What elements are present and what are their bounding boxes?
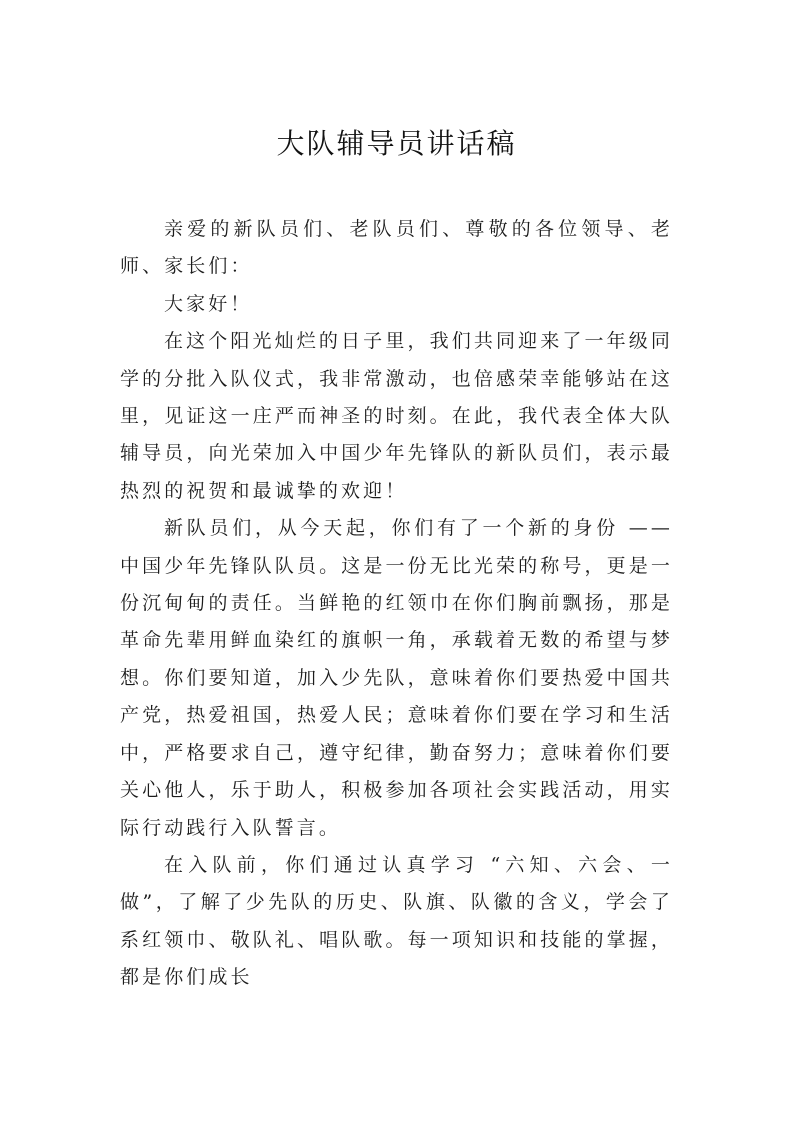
paragraph-welcome: 在这个阳光灿烂的日子里，我们共同迎来了一年级同学的分批入队仪式，我非常激动，也倍感荣幸能够站在这里，见证这一庄严而神圣的时刻。在此，我代表全体大队辅导员，向光荣加入中国少年先锋队的新队员们，表示最热烈的祝贺和最诚挚的欢迎！ xyxy=(120,330,673,502)
paragraph-hello: 大家好！ xyxy=(164,292,253,315)
paragraph-new-identity: 新队员们，从今天起，你们有了一个新的身份 —— 中国少年先锋队队员。这是一份无比光荣的称号，更是一份沉甸甸的责任。当鲜艳的红领巾在你们胸前飘扬，那是革命先辈用鲜血染红的旗帜一角，承载着无数的希望与梦想。你们要知道，加入少先队，意味着你们要热爱中国共产党，热爱祖国，热爱人民；意味着你们要在学习和生活中，严格要求自己，遵守纪律，勤奋努力；意味着你们要关心他人，乐于助人，积极参加各项社会实践活动，用实际行动践行入队誓言。 xyxy=(120,517,673,839)
document-body xyxy=(120,211,673,997)
document-title: 大队辅导员讲话稿 xyxy=(276,127,517,160)
paragraph-greeting: 亲爱的新队员们、老队员们、尊敬的各位领导、老师、家长们： xyxy=(120,218,673,278)
paragraph-before-joining: 在入队前，你们通过认真学习 “六知、六会、一做”，了解了少先队的历史、队旗、队徽的含义，学会了系红领巾、敬队礼、唱队歌。每一项知识和技能的掌握，都是你们成长 xyxy=(120,853,673,989)
